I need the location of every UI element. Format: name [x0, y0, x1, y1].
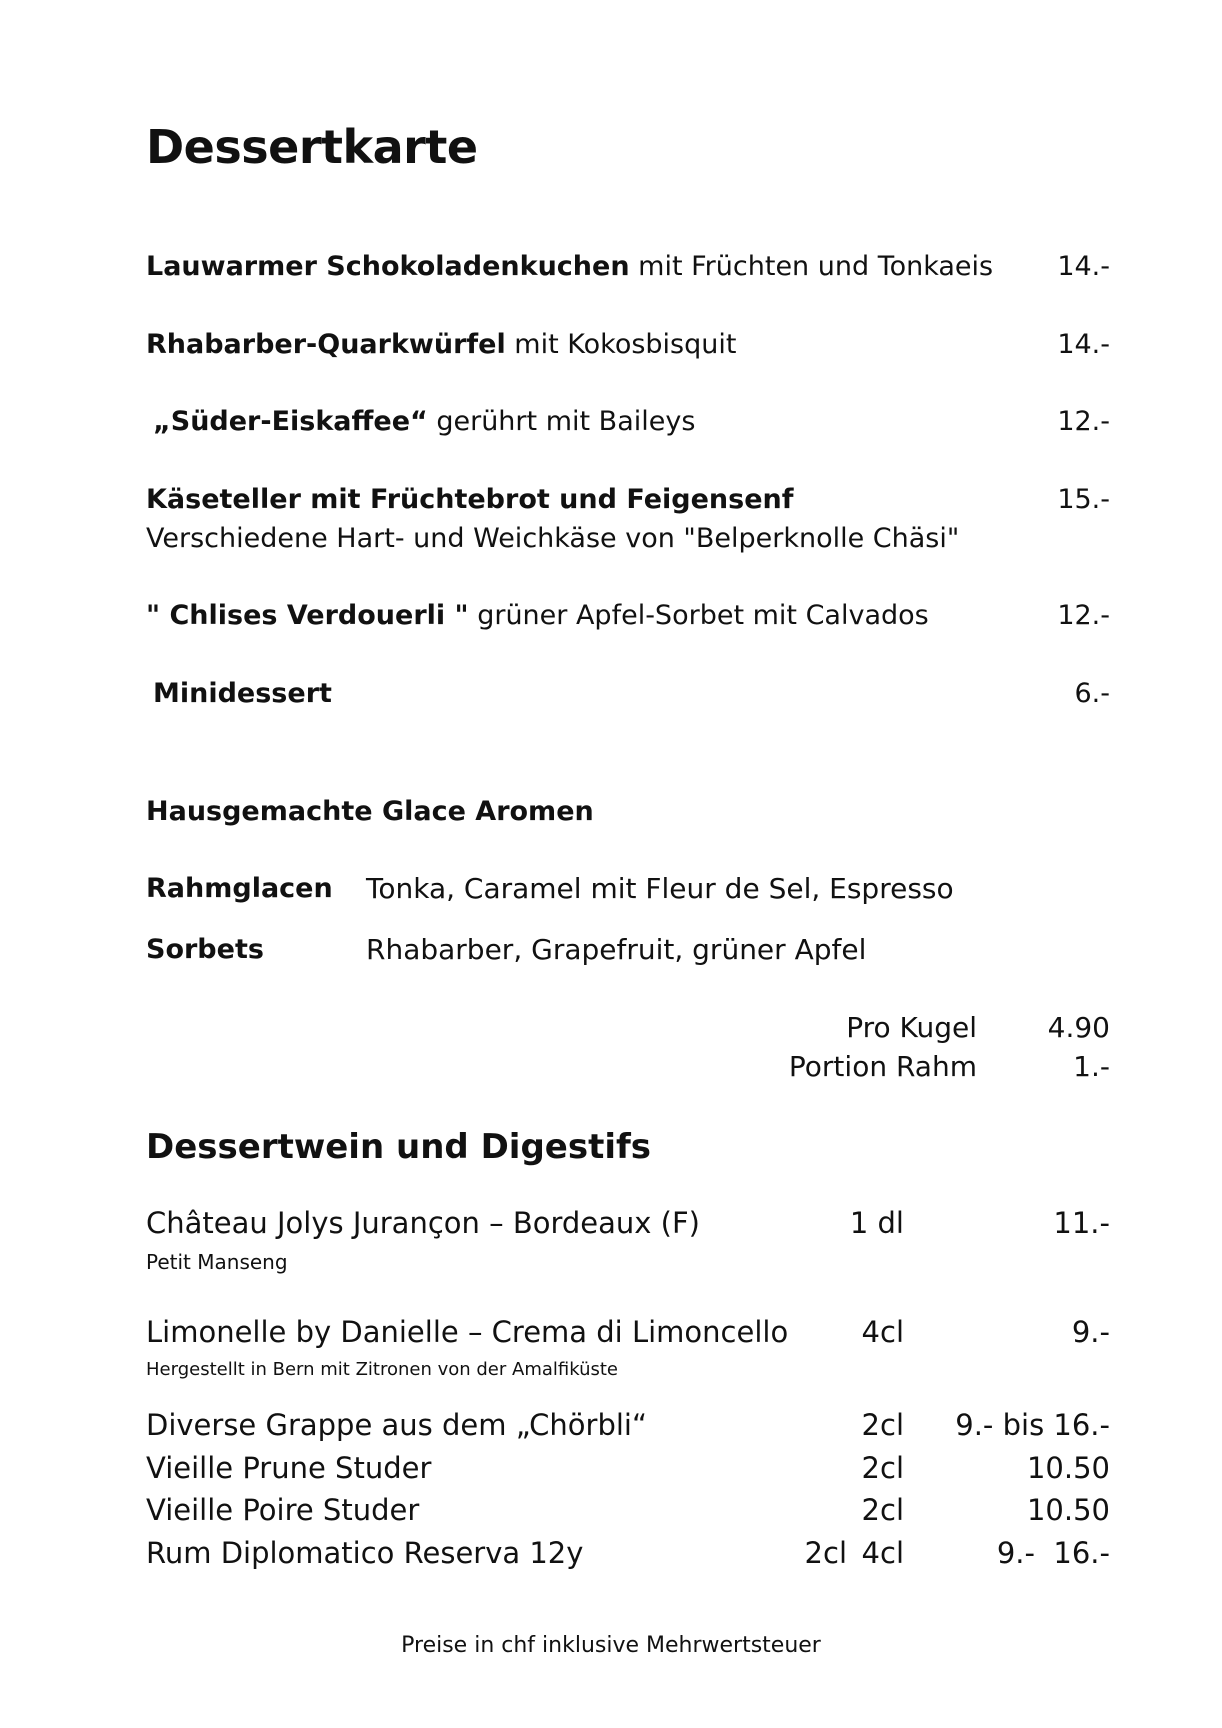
dessert-item [153, 406, 695, 437]
digestif-price: 11.- [1053, 1206, 1110, 1240]
digestif-price: 9.- bis 16.- [955, 1408, 1110, 1442]
digestif-name: Limonelle by Danielle – Crema di Limoncello [146, 1315, 789, 1349]
dessert-item [146, 484, 793, 515]
digestif-price-small: 9.- [996, 1536, 1035, 1570]
digestif-qty: 2cl [861, 1493, 904, 1527]
digestif-qty: 1 dl [849, 1206, 904, 1240]
dessert-item [146, 329, 736, 360]
glace-price-label: Pro Kugel [846, 1011, 977, 1044]
digestifs-heading: Dessertwein und Digestifs [146, 1127, 652, 1167]
dessert-desc: mit Kokosbisquit [505, 329, 737, 360]
glace-label: Rahmglacen [146, 873, 333, 904]
digestif-subtext: Petit Manseng [146, 1250, 288, 1274]
dessert-desc: grüner Apfel-Sorbet mit Calvados [468, 600, 929, 631]
glace-label: Sorbets [146, 934, 264, 965]
glace-value: Rhabarber, Grapefruit, grüner Apfel [366, 933, 867, 966]
dessert-name: Rhabarber-Quarkwürfel [146, 329, 506, 360]
dessert-name: „Süder-Eiskaffee“ [153, 406, 428, 437]
digestif-qty: 2cl [861, 1451, 904, 1485]
dessert-item [146, 600, 929, 631]
digestif-name: Château Jolys Jurançon – Bordeaux (F) [146, 1206, 700, 1240]
dessert-price: 15.- [1057, 484, 1110, 515]
digestif-qty-small: 2cl [804, 1536, 847, 1570]
dessert-price: 6.- [1074, 678, 1110, 709]
digestif-price: 16.- [1053, 1536, 1110, 1570]
digestif-subtext: Hergestellt in Bern mit Zitronen von der Amalfiküste [146, 1359, 619, 1380]
glace-price: 1.- [1073, 1050, 1110, 1083]
price-footnote: Preise in chf inklusive Mehrwertsteuer [401, 1633, 821, 1658]
dessert-subtext: Verschiedene Hart- und Weichkäse von "Belperknolle Chäsi" [146, 523, 960, 554]
dessert-name: Käseteller mit Früchtebrot und Feigensenf [146, 484, 794, 515]
glace-price: 4.90 [1047, 1011, 1110, 1044]
dessert-price: 14.- [1057, 251, 1110, 282]
glace-value: Tonka, Caramel mit Fleur de Sel, Espresso [366, 872, 954, 905]
dessert-price: 12.- [1057, 600, 1110, 631]
dessert-price: 14.- [1057, 329, 1110, 360]
dessert-desc: gerührt mit Baileys [427, 406, 696, 437]
dessert-name: Lauwarmer Schokoladenkuchen [146, 251, 630, 282]
dessert-item [153, 678, 332, 709]
digestif-qty: 2cl [861, 1408, 904, 1442]
digestif-price: 9.- [1071, 1315, 1110, 1349]
digestif-qty: 4cl [861, 1536, 904, 1570]
digestif-name: Vieille Prune Studer [146, 1451, 432, 1485]
glace-price-label: Portion Rahm [788, 1050, 977, 1083]
digestif-name: Vieille Poire Studer [146, 1493, 420, 1527]
digestif-qty: 4cl [861, 1315, 904, 1349]
dessert-price: 12.- [1057, 406, 1110, 437]
digestif-name: Rum Diplomatico Reserva 12y [146, 1536, 584, 1570]
dessert-name: " Chlises Verdouerli " [146, 600, 469, 631]
glace-heading: Hausgemachte Glace Aromen [146, 796, 594, 827]
page-title: Dessertkarte [146, 120, 478, 174]
digestif-price: 10.50 [1026, 1451, 1110, 1485]
digestif-price: 10.50 [1026, 1493, 1110, 1527]
digestif-name: Diverse Grappe aus dem „Chörbli“ [146, 1408, 648, 1442]
dessert-desc: mit Früchten und Tonkaeis [629, 251, 994, 282]
dessert-name: Minidessert [153, 678, 332, 709]
dessert-item [146, 251, 993, 282]
